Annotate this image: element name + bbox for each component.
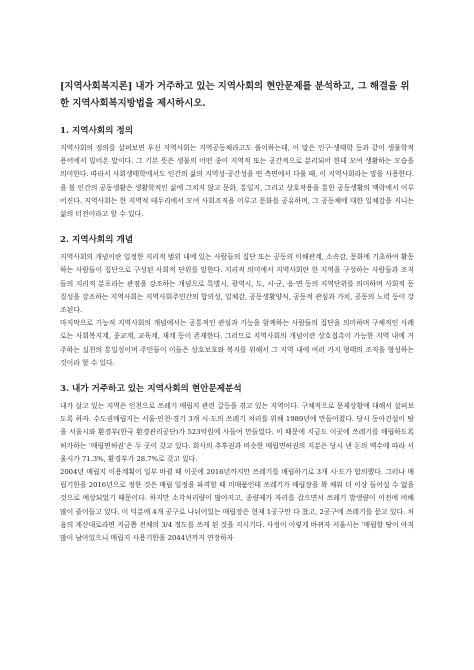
section-concept [60,234,414,370]
paragraph: 지역사회의 정의를 살펴보면 우선 지역사회는 지역공동체라고도 풀이하는데, 이 말은 인구·생태학 등과 같이 생물학적 용어에서 빌어온 말이다. 그 기본 뜻은 생물의 어떤 종이 지역적 또는 공간적으로 분리되어 한데 모여 생활하는 모습을 의미한다. 따라서 사회생태학에서도 인간의 삶의 지역성·공간성을 띤 측면에서 다룰 때, 이 지역사회라는 말을 사용한다. 을 볼 인간의 공동생활은 생활학적인 삶에 그치지 않고 문화, 통일지, 그리고 상호작용을 통한 공동생활의 맥락에서 이루어진다. 지역사회는 한 지역적 테두리에서 모여 사회조직을 이루고 문화를 공유하며, 그 공동체에 대한 일체감을 지니는 삶의 터전이라고 할 수 있다. [60,144,414,219]
paragraph: 내가 살고 있는 지역은 인천으로 쓰레기 매립지 관련 갈등을 겪고 있는 지역이다. 구체적으로 문제상황에 대해서 살펴보도록 하자. 수도권매립지는 서울·인천·경기 3개 시·도의 쓰레기 처리를 위해 1989년에 만들어졌다. 당시 동아건설이 땅을 서울시와 환경부(한국 환경관리공단)가 523억원에 사들여 만들었다. 이 때문에 지금도 이곳에 쓰레기를 매립하도록 허가하는 ‘매립면허권’은 두 곳이 갖고 있다. 회사의 추후권과 비슷한 매립면허권의 지분은 당시 낸 돈의 액수에 따라 서울시가 71.3%, 환경부가 28.7%로 갖고 있다. [60,402,414,463]
section-heading: 3. 내가 거주하고 있는 지역사회의 현안문제분석 [60,384,242,395]
section-definition [60,125,414,221]
document-title: [지역사회복지론] 내가 거주하고 있는 지역사회의 현안문제를 분석하고, 그 해결을 위한 지역사회복지방법을 제시하시오. [60,81,410,109]
section-heading: 1. 지역사회의 정의 [60,126,134,136]
paragraph: 마지막으로 기능적 지역사회의 개념에서는 공통적인 관심과 기능을 함께하는 사람들의 집단을 의미하며 구체적인 사례로는 사회복지계, 종교계, 교육계, 재계 등이 존재한다. 그러므로 지역사회의 개념이란 상호접촉이 가능한 지역 내에 거주하는 실천의 통일성이며 주민들이 이들은 상호보호와 복지를 위해서 그 지역 내에 여러 가지 형태의 조직을 형성하는 것이라 할 수 있다. [60,319,414,367]
section-heading: 2. 지역사회의 개념 [60,235,134,246]
paragraph: 지역사회의 개념이란 일정한 지리적 범위 내에 있는 사람들의 집단 또는 공동의 이해관계, 소속감, 문화에 기초하여 활동하는 사람들이 집단으로 구성된 사회적 단위를 말한다. 지리적 의미에서 지역사회란 한 지역을 구성하는 사람들과 조직들의 지리적 분포라는 관점을 강조하는 개념으로 특별시, 광역시, 도, 시·군, 읍·면 등의 지역단위를 의미하며 사회적 동질성을 강조하는 지역사회는 지역사회주민간의 합의성, 일체감, 공동생활양식, 공동적 관심과 가치, 공동의 노력 등이 강조된다. [60,253,414,315]
paragraph: 2004년 매립지 이용계획이 일부 바뀔 때 이곳에 2016년까지만 쓰레기를 매립하기로 3개 시·도가 합의했다. 그러나 매립기한을 2016년으로 정한 것은 매립 일정을 파격할 때 미매품인데 쓰레기가 매립장을 꽉 채워 더 이상 들어설 수 없을 것으로 예상되었기 때문이다. 하지만 소각처리량이 많아지고, 종량제가 자리를 잡으면서 쓰레기 발생량이 이전에 비해 많이 줄어들고 있다. 이 덕분에 4개 공구로 나뉘어있는 매립장은 현재 1공구만 다 찼고, 2공구에 쓰레기를 묻고 있다. 처음의 계산대로라면 지금쯤 전체의 3/4 정도를 쓰게 된 것을 지시기다. 사정이 이렇게 바뀌자 서울시는 ‘매립할 땅이 아직 많이 남아있으니 매립지 사용기한을 2044년까지 연장하자 [60,468,414,543]
section-local-issue [60,383,414,545]
